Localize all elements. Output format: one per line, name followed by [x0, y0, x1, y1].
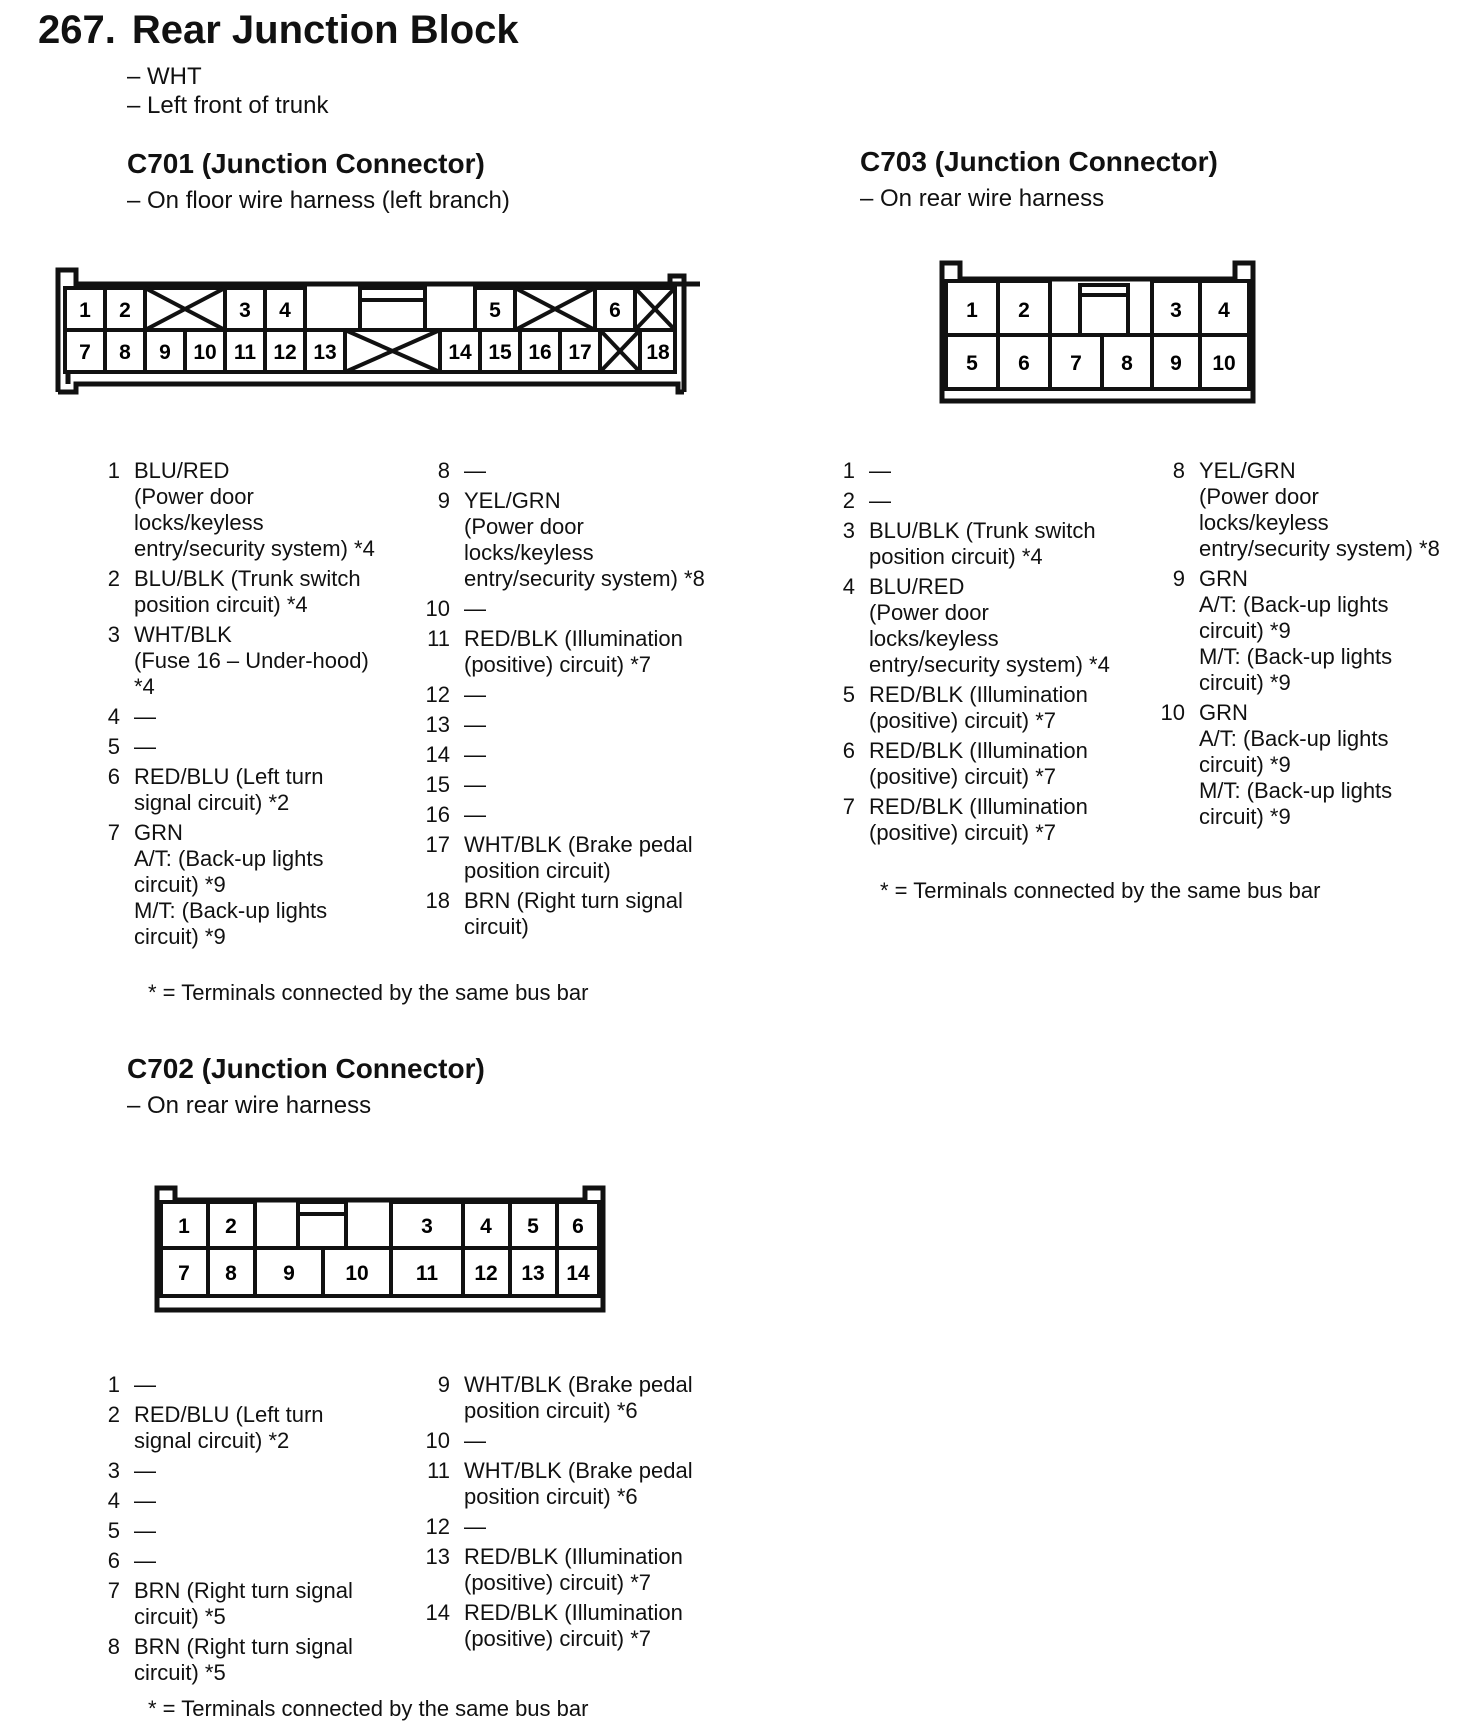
pin-description-line: A/T: (Back-up lights — [1199, 726, 1389, 751]
pin-entry — [420, 626, 740, 678]
pin-entry — [420, 1544, 740, 1596]
pin-entry — [420, 888, 740, 940]
pin-number: 9 — [437, 488, 450, 513]
pin-number: 5 — [107, 1518, 120, 1543]
pin-entry — [420, 802, 740, 828]
pin-description — [134, 622, 400, 700]
pin-description-line: YEL/GRN — [464, 488, 561, 513]
pin-description-line: signal circuit) *2 — [134, 790, 290, 815]
pin-description-line: WHT/BLK (Brake pedal — [464, 1372, 693, 1397]
pin-description-line: — — [464, 1514, 486, 1539]
pin-description — [464, 1428, 740, 1454]
pin-description — [464, 1372, 740, 1424]
pin-description-line: BLU/BLK (Trunk switch — [869, 518, 1096, 543]
c701-pin-label: 4 — [279, 299, 291, 322]
pin-description — [869, 488, 1145, 514]
pin-description-line: RED/BLU (Left turn — [134, 764, 324, 789]
pin-description — [464, 626, 740, 678]
c701-pin-label: 2 — [119, 299, 131, 322]
c702-pin-label: 14 — [566, 1262, 590, 1285]
pin-description-line: position circuit) *4 — [869, 544, 1043, 569]
c701-pin-label: 9 — [159, 341, 171, 364]
pin-description-line: A/T: (Back-up lights — [1199, 592, 1389, 617]
pin-entry — [420, 742, 740, 768]
pin-description-line: (Power door — [1199, 484, 1319, 509]
pin-description — [869, 574, 1145, 678]
c703-pin-list-left — [825, 458, 1145, 850]
pin-entry — [90, 1372, 400, 1398]
pin-number: 9 — [437, 1372, 450, 1397]
pin-description-line: — — [464, 772, 486, 797]
pin-description-line: — — [134, 1518, 156, 1543]
c703-location: – On rear wire harness — [860, 185, 1105, 212]
c703-pin-label: 1 — [966, 299, 978, 322]
pin-description-line: — — [464, 682, 486, 707]
c703-pin-list-right — [1155, 458, 1472, 834]
pin-entry — [825, 488, 1145, 514]
location-note: – Left front of trunk — [127, 92, 329, 119]
pin-description — [134, 764, 400, 816]
pin-description-line: WHT/BLK — [134, 622, 232, 647]
pin-description-line: (Fuse 16 – Under-hood) — [134, 648, 369, 673]
pin-number: 16 — [425, 802, 450, 827]
pin-description — [134, 1402, 400, 1454]
pin-description — [869, 794, 1145, 846]
pin-entry — [90, 622, 400, 700]
pin-number: 4 — [842, 574, 855, 599]
c703-footnote: * = Terminals connected by the same bus bar — [880, 878, 1321, 903]
pin-description-line: (positive) circuit) *7 — [869, 820, 1057, 845]
c702-pin-label: 9 — [283, 1262, 295, 1285]
pin-number: 7 — [842, 794, 855, 819]
pin-number: 4 — [107, 1488, 120, 1513]
pin-description — [464, 888, 740, 940]
pin-description-line: circuit) *9 — [1199, 670, 1291, 695]
pin-entry — [420, 1600, 740, 1652]
pin-description — [1199, 700, 1472, 830]
c701-pin-label: 15 — [488, 341, 512, 364]
pin-description — [464, 458, 740, 484]
pin-description-line: position circuit) *6 — [464, 1484, 638, 1509]
pin-number: 9 — [1172, 566, 1185, 591]
c702-pin-label: 3 — [421, 1215, 433, 1238]
pin-description-line: circuit) *9 — [1199, 752, 1291, 777]
page-title — [38, 8, 519, 53]
pin-entry — [420, 1372, 740, 1424]
c701-pin-label: 11 — [233, 341, 257, 364]
pin-description-line: (positive) circuit) *7 — [869, 764, 1057, 789]
pin-description — [464, 832, 740, 884]
pin-description-line: position circuit) — [464, 858, 611, 883]
c701-pin-list-right — [420, 458, 740, 944]
pin-entry — [1155, 700, 1472, 830]
c702-pin-label: 1 — [178, 1215, 190, 1238]
pin-number: 10 — [1160, 700, 1185, 725]
pin-description — [464, 1514, 740, 1540]
pin-description-line: circuit) *9 — [134, 924, 226, 949]
pin-description-line: GRN — [1199, 566, 1248, 591]
pin-entry — [90, 1458, 400, 1484]
pin-description-line: circuit) — [464, 914, 529, 939]
c701-footnote: * = Terminals connected by the same bus bar — [148, 980, 589, 1005]
pin-description-line: (positive) circuit) *7 — [464, 1570, 652, 1595]
pin-description-line: BLU/RED — [869, 574, 965, 599]
pin-number: 7 — [107, 1578, 120, 1603]
pin-entry — [90, 458, 400, 562]
pin-entry — [825, 794, 1145, 846]
pin-description-line: RED/BLU (Left turn — [134, 1402, 324, 1427]
c702-pin-label: 12 — [474, 1262, 498, 1285]
c701-pin-label: 10 — [193, 341, 217, 364]
pin-description — [464, 802, 740, 828]
pin-number: 4 — [107, 704, 120, 729]
pin-number: 1 — [842, 458, 855, 483]
pin-entry — [420, 1428, 740, 1454]
pin-description — [1199, 566, 1472, 696]
pin-number: 3 — [107, 622, 120, 647]
pin-description-line: — — [464, 1428, 486, 1453]
c703-pin-label: 3 — [1170, 299, 1182, 322]
pin-number: 1 — [107, 458, 120, 483]
pin-description — [869, 458, 1145, 484]
c702-pin-label: 4 — [480, 1215, 492, 1238]
c701-pin-label: 14 — [448, 341, 472, 364]
c702-pin-label: 7 — [178, 1262, 190, 1285]
c703-pin-label: 9 — [1170, 352, 1182, 375]
pin-description-line: (positive) circuit) *7 — [869, 708, 1057, 733]
c703-cells — [946, 281, 1249, 389]
pin-number: 3 — [842, 518, 855, 543]
pin-entry — [420, 712, 740, 738]
pin-description — [134, 566, 400, 618]
pin-description — [464, 712, 740, 738]
pin-number: 8 — [1172, 458, 1185, 483]
pin-description-line: — — [134, 704, 156, 729]
pin-description — [134, 1548, 400, 1574]
pin-description — [134, 1634, 400, 1686]
pin-description — [869, 738, 1145, 790]
pin-entry — [90, 566, 400, 618]
pin-entry — [90, 1548, 400, 1574]
pin-description-line: entry/security system) *4 — [869, 652, 1110, 677]
pin-description-line: position circuit) *4 — [134, 592, 308, 617]
pin-description-line: entry/security system) *8 — [464, 566, 705, 591]
pin-description-line: GRN — [1199, 700, 1248, 725]
c702-pin-label: 5 — [527, 1215, 539, 1238]
pin-description-line: RED/BLK (Illumination — [869, 794, 1088, 819]
pin-number: 12 — [425, 1514, 450, 1539]
c701-pin-label: 3 — [239, 299, 251, 322]
pin-number: 2 — [107, 1402, 120, 1427]
pin-description-line: YEL/GRN — [1199, 458, 1296, 483]
pin-number: 2 — [107, 566, 120, 591]
c702-pin-label: 8 — [225, 1262, 237, 1285]
pin-description-line: BLU/BLK (Trunk switch — [134, 566, 361, 591]
pin-description-line: locks/keyless — [134, 510, 264, 535]
pin-number: 3 — [107, 1458, 120, 1483]
pin-description-line: circuit) *9 — [1199, 804, 1291, 829]
section-title: Rear Junction Block — [131, 8, 519, 52]
pin-description-line: M/T: (Back-up lights — [1199, 644, 1393, 669]
c701-shell-bottom — [58, 384, 684, 392]
pin-description-line: — — [134, 1458, 156, 1483]
pin-number: 12 — [425, 682, 450, 707]
c702-pin-label: 2 — [225, 1215, 237, 1238]
c701-pin-label: 16 — [528, 341, 552, 364]
pin-description-line: — — [464, 802, 486, 827]
c701-pin-label: 7 — [79, 341, 91, 364]
pin-entry — [825, 458, 1145, 484]
pin-entry — [90, 1488, 400, 1514]
pin-description-line: signal circuit) *2 — [134, 1428, 290, 1453]
pin-description — [464, 682, 740, 708]
pin-description-line: circuit) *9 — [134, 872, 226, 897]
c703-pin-label: 8 — [1121, 352, 1133, 375]
pin-description — [464, 1600, 740, 1652]
pin-entry — [825, 574, 1145, 678]
pin-number: 15 — [425, 772, 450, 797]
c702-pin-label: 13 — [521, 1262, 545, 1285]
c702-connector-diagram — [148, 1180, 618, 1318]
pin-description — [134, 734, 400, 760]
pin-description — [464, 1458, 740, 1510]
c702-pin-list-left — [90, 1372, 400, 1690]
pin-number: 11 — [427, 626, 450, 651]
c701-pin-label: 5 — [489, 299, 501, 322]
pin-description-line: RED/BLK (Illumination — [464, 626, 683, 651]
c702-footnote: * = Terminals connected by the same bus bar — [148, 1696, 589, 1721]
pin-description-line: (positive) circuit) *7 — [464, 1626, 652, 1651]
pin-description — [464, 1544, 740, 1596]
c703-pin-label: 6 — [1018, 352, 1030, 375]
pin-description — [134, 1518, 400, 1544]
pin-number: 6 — [842, 738, 855, 763]
pin-description — [869, 682, 1145, 734]
c703-pin-label: 10 — [1212, 352, 1236, 375]
pin-entry — [90, 1402, 400, 1454]
pin-entry — [1155, 458, 1472, 562]
pin-description-line: WHT/BLK (Brake pedal — [464, 1458, 693, 1483]
pin-description-line: entry/security system) *4 — [134, 536, 375, 561]
pin-description-line: — — [464, 712, 486, 737]
pin-description-line: RED/BLK (Illumination — [869, 738, 1088, 763]
pin-description — [134, 820, 400, 950]
c703-pin-label: 2 — [1018, 299, 1030, 322]
pin-entry — [420, 682, 740, 708]
pin-description — [134, 1488, 400, 1514]
pin-description-line: GRN — [134, 820, 183, 845]
c701-pin-list-left — [90, 458, 400, 954]
c701-connector-diagram — [40, 260, 700, 400]
pin-description — [134, 1458, 400, 1484]
pin-description-line: — — [869, 488, 891, 513]
pin-entry — [825, 738, 1145, 790]
pin-number: 7 — [107, 820, 120, 845]
pin-description-line: position circuit) *6 — [464, 1398, 638, 1423]
pin-number: 13 — [425, 712, 450, 737]
pin-entry — [420, 1458, 740, 1510]
c703-title: C703 (Junction Connector) — [860, 146, 1218, 177]
pin-description-line: WHT/BLK (Brake pedal — [464, 832, 693, 857]
pin-description-line: (Power door — [134, 484, 254, 509]
pin-description-line: BRN (Right turn signal — [464, 888, 683, 913]
pin-description-line: — — [464, 742, 486, 767]
pin-number: 17 — [425, 832, 450, 857]
pin-description-line: BLU/RED — [134, 458, 230, 483]
pin-number: 14 — [425, 742, 450, 767]
c701-title: C701 (Junction Connector) — [127, 148, 485, 179]
pin-description-line: — — [869, 458, 891, 483]
pin-number: 18 — [425, 888, 450, 913]
c702-pin-label: 11 — [415, 1262, 439, 1285]
pin-description-line: circuit) *5 — [134, 1660, 226, 1685]
c702-pin-label: 10 — [345, 1262, 369, 1285]
c701-pin-label: 1 — [79, 299, 91, 322]
pin-description — [464, 596, 740, 622]
c703-pin-label: 7 — [1070, 352, 1082, 375]
pin-number: 1 — [107, 1372, 120, 1397]
section-number: 267. — [38, 8, 116, 52]
pin-entry — [1155, 566, 1472, 696]
c701-pin-label: 18 — [646, 341, 670, 364]
pin-description-line: — — [134, 1488, 156, 1513]
pin-description-line: (positive) circuit) *7 — [464, 652, 652, 677]
c701-pin-label: 8 — [119, 341, 131, 364]
pin-description-line: locks/keyless — [1199, 510, 1329, 535]
c702-pin-list-right — [420, 1372, 740, 1656]
pin-description-line: RED/BLK (Illumination — [464, 1544, 683, 1569]
pin-description — [134, 704, 400, 730]
pin-entry — [90, 1518, 400, 1544]
pin-entry — [420, 596, 740, 622]
pin-entry — [420, 458, 740, 484]
pin-description-line: A/T: (Back-up lights — [134, 846, 324, 871]
pin-number: 14 — [425, 1600, 450, 1625]
pin-entry — [90, 820, 400, 950]
pin-description-line: M/T: (Back-up lights — [1199, 778, 1393, 803]
pin-description — [1199, 458, 1472, 562]
pin-number: 10 — [425, 596, 450, 621]
pin-number: 6 — [107, 764, 120, 789]
pin-entry — [420, 772, 740, 798]
pin-entry — [825, 682, 1145, 734]
pin-description-line: locks/keyless — [869, 626, 999, 651]
pin-description-line: — — [464, 596, 486, 621]
pin-number: 11 — [427, 1458, 450, 1483]
pin-description-line: — — [464, 458, 486, 483]
pin-description — [869, 518, 1145, 570]
pin-description-line: RED/BLK (Illumination — [464, 1600, 683, 1625]
c701-location: – On floor wire harness (left branch) — [127, 187, 510, 214]
pin-number: 13 — [425, 1544, 450, 1569]
pin-description-line: locks/keyless — [464, 540, 594, 565]
pin-entry — [420, 1514, 740, 1540]
pin-description — [464, 772, 740, 798]
pin-description-line: entry/security system) *8 — [1199, 536, 1440, 561]
pin-description — [134, 1372, 400, 1398]
pin-entry — [90, 764, 400, 816]
pin-description-line: circuit) *9 — [1199, 618, 1291, 643]
header-subtitles — [127, 62, 328, 120]
pin-description-line: RED/BLK (Illumination — [869, 682, 1088, 707]
pin-entry — [420, 832, 740, 884]
c701-pin-label: 17 — [568, 341, 592, 364]
c701-pin-label: 6 — [609, 299, 621, 322]
pin-description — [134, 458, 400, 562]
pin-description-line: — — [134, 1372, 156, 1397]
c701-pin-label: 13 — [313, 341, 337, 364]
c703-connector-diagram — [930, 255, 1270, 410]
pin-description — [464, 488, 740, 592]
pin-description-line: M/T: (Back-up lights — [134, 898, 328, 923]
c702-location: – On rear wire harness — [127, 1092, 372, 1119]
c703-pin-label: 4 — [1218, 299, 1230, 322]
pin-entry — [90, 1634, 400, 1686]
pin-description-line: (Power door — [464, 514, 584, 539]
pin-description — [134, 1578, 400, 1630]
pin-description — [464, 742, 740, 768]
pin-entry — [90, 734, 400, 760]
pin-entry — [825, 518, 1145, 570]
pin-number: 6 — [107, 1548, 120, 1573]
pin-description-line: *4 — [134, 674, 155, 699]
pin-number: 8 — [107, 1634, 120, 1659]
c701-pin-label: 12 — [273, 341, 297, 364]
c703-pin-label: 5 — [966, 352, 978, 375]
color-note: – WHT — [127, 63, 202, 90]
pin-number: 10 — [425, 1428, 450, 1453]
pin-number: 5 — [107, 734, 120, 759]
pin-entry — [90, 1578, 400, 1630]
pin-description-line: BRN (Right turn signal — [134, 1634, 353, 1659]
pin-entry — [420, 488, 740, 592]
c702-title: C702 (Junction Connector) — [127, 1053, 485, 1084]
pin-description-line: — — [134, 734, 156, 759]
pin-description-line: — — [134, 1548, 156, 1573]
pin-entry — [90, 704, 400, 730]
pin-description-line: (Power door — [869, 600, 989, 625]
pin-number: 5 — [842, 682, 855, 707]
pin-number: 2 — [842, 488, 855, 513]
pin-description-line: BRN (Right turn signal — [134, 1578, 353, 1603]
pin-number: 8 — [437, 458, 450, 483]
c702-pin-label: 6 — [572, 1215, 584, 1238]
pin-description-line: circuit) *5 — [134, 1604, 226, 1629]
